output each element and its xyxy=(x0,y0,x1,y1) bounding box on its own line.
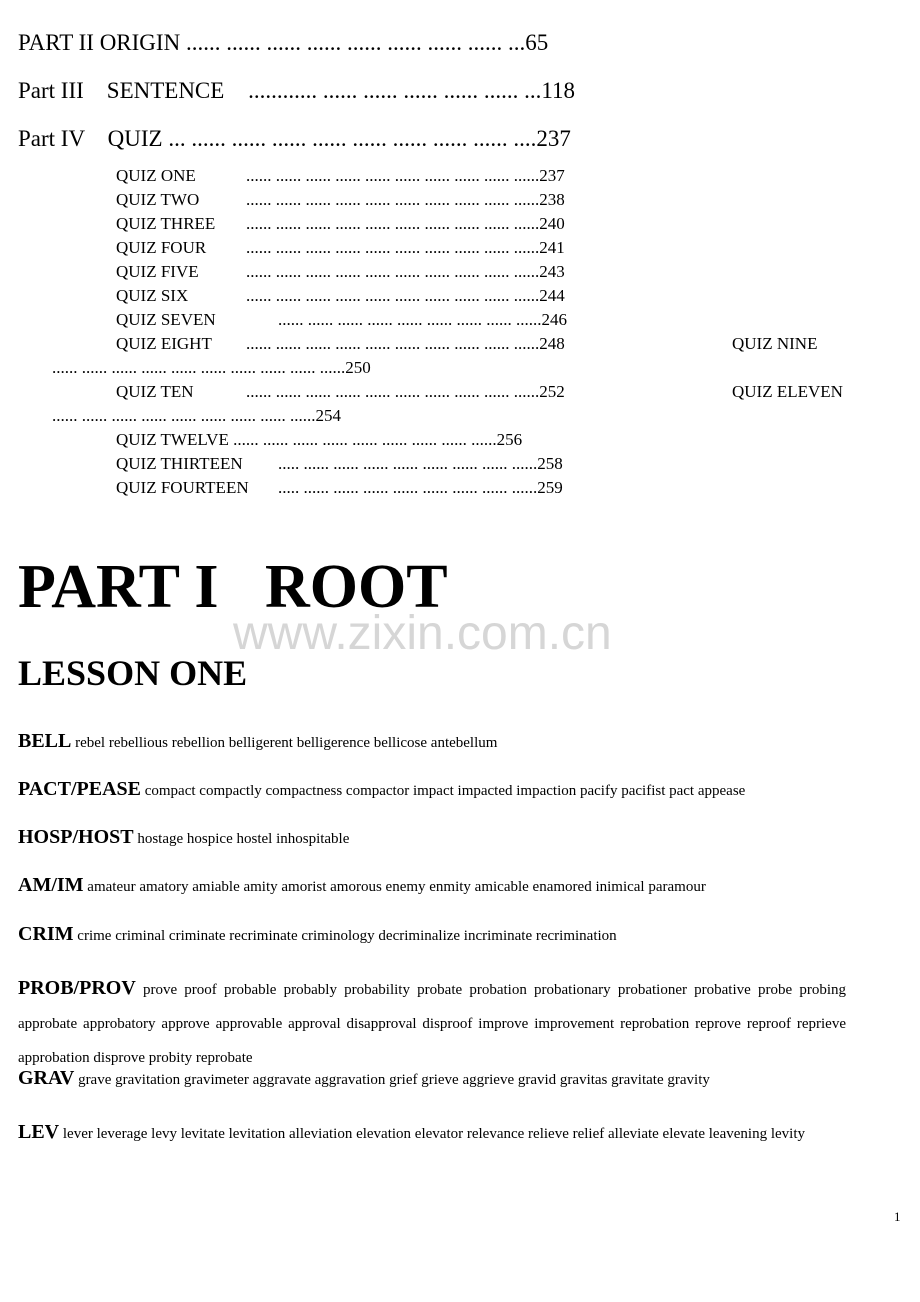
root-word: AM/IM xyxy=(18,874,84,896)
watermark: www.zixin.com.cn xyxy=(233,607,612,660)
toc-page: 250 xyxy=(345,358,371,377)
related-words: prove proof probable probably probability probate probation probationary probationer probative probe probing approbate approbatory approve approvable approval disapproval disproof improve improvement reprobation reprove reproof reprieve approbation disprove probity reprobate xyxy=(18,982,846,1066)
root-entry-bell xyxy=(18,730,846,754)
toc-page: 252 xyxy=(539,382,565,401)
root-word: HOSP/HOST xyxy=(18,826,134,848)
toc-leader: ...... ...... ...... ...... ...... ...... ...... ...... ...... ...... xyxy=(246,334,540,353)
toc-leader: ...... ...... ...... ...... ...... ...... ...... ...... ...... ...... xyxy=(246,262,540,281)
toc-page: 246 xyxy=(541,310,567,329)
root-entry-crim xyxy=(18,923,846,947)
toc-quiz-nine-leader xyxy=(52,358,371,378)
toc-leader: ..... ...... ...... ...... ...... ...... ...... ...... ...... xyxy=(278,454,538,473)
root-word: BELL xyxy=(18,730,72,752)
toc-label: QUIZ SEVEN xyxy=(116,310,216,329)
toc-leader: ...... ...... ...... ...... ...... ...... ...... ...... ...... xyxy=(233,430,497,449)
root-entry-grav xyxy=(18,1067,846,1091)
toc-leader: ...... ...... ...... ...... ...... ...... ...... ...... ...... ...... xyxy=(246,382,540,401)
toc-quiz-six xyxy=(116,286,565,306)
toc-page: 118 xyxy=(541,78,575,103)
lesson-title: LESSON ONE xyxy=(18,653,248,693)
toc-page: 258 xyxy=(537,454,563,473)
toc-quiz-thirteen xyxy=(116,454,563,474)
toc-line-part-ii xyxy=(18,30,548,56)
toc-leader: ... ...... ...... ...... ...... ...... ...... ...... ...... .... xyxy=(168,126,537,151)
related-words: hostage hospice hostel inhospitable xyxy=(137,831,350,847)
related-words: rebel rebellious rebellion belligerent belligerence bellicose antebellum xyxy=(75,735,498,751)
toc-label: QUIZ ELEVEN xyxy=(732,382,843,401)
toc-label: QUIZ FOUR xyxy=(116,238,207,257)
toc-label: QUIZ TEN xyxy=(116,382,194,401)
toc-page: 237 xyxy=(536,126,571,151)
root-entry-lev xyxy=(18,1115,846,1151)
toc-leader: ...... ...... ...... ...... ...... ...... ...... ...... ...... ...... xyxy=(246,166,540,185)
toc-line-part-iii xyxy=(18,78,575,104)
toc-quiz-ten xyxy=(116,382,565,402)
toc-page: 254 xyxy=(315,406,341,425)
toc-quiz-eight xyxy=(116,334,565,354)
root-word: GRAV xyxy=(18,1067,75,1089)
toc-quiz-twelve xyxy=(116,430,522,450)
root-word: CRIM xyxy=(18,923,74,945)
toc-page: 65 xyxy=(525,30,549,55)
related-words: amateur amatory amiable amity amorist amorous enemy enmity amicable enamored inimical paramour xyxy=(87,879,706,895)
toc-page: 238 xyxy=(539,190,565,209)
toc-label: QUIZ TWO xyxy=(116,190,200,209)
toc-quiz-three xyxy=(116,214,565,234)
toc-page: 237 xyxy=(539,166,565,185)
related-words: crime criminal criminate recriminate criminology decriminalize incriminate recrimination xyxy=(77,928,617,944)
toc-label: QUIZ FOURTEEN xyxy=(116,478,249,497)
root-entry-prob xyxy=(18,971,846,1075)
toc-quiz-nine-label xyxy=(732,334,817,354)
toc-quiz-seven xyxy=(116,310,567,330)
toc-quiz-fourteen xyxy=(116,478,563,498)
toc-page: 240 xyxy=(539,214,565,233)
toc-quiz-five xyxy=(116,262,565,282)
toc-label: QUIZ THREE xyxy=(116,214,216,233)
related-words: compact compactly compactness compactor impact impacted impaction pacify pacifist pact appease xyxy=(144,783,746,799)
toc-label: Part III SENTENCE xyxy=(18,78,225,103)
toc-label: QUIZ TWELVE xyxy=(116,430,229,449)
root-word: PROB/PROV xyxy=(18,977,136,999)
toc-page: 244 xyxy=(539,286,565,305)
related-words: grave gravitation gravimeter aggravate aggravation grief grieve aggrieve gravid gravitas gravitate gravity xyxy=(78,1072,710,1088)
toc-page: 243 xyxy=(539,262,565,281)
toc-label: QUIZ EIGHT xyxy=(116,334,212,353)
root-entry-hosp xyxy=(18,826,846,850)
toc-leader: ...... ...... ...... ...... ...... ...... ...... ...... ...... ...... xyxy=(246,286,540,305)
toc-quiz-four xyxy=(116,238,565,258)
toc-label: QUIZ THIRTEEN xyxy=(116,454,243,473)
toc-leader: ...... ...... ...... ...... ...... ...... ...... ...... ...... ...... xyxy=(246,190,540,209)
root-word: LEV xyxy=(18,1121,60,1143)
toc-quiz-two xyxy=(116,190,565,210)
toc-leader: ...... ...... ...... ...... ...... ...... ...... ...... ...... xyxy=(278,310,542,329)
page-number: 1 xyxy=(894,1209,901,1224)
part-title: PART I ROOT xyxy=(18,553,448,621)
toc-label: QUIZ ONE xyxy=(116,166,196,185)
root-entry-pact xyxy=(18,778,846,802)
toc-label: PART II ORIGIN xyxy=(18,30,181,55)
toc-leader: ...... ...... ...... ...... ...... ...... ...... ...... ...... ...... xyxy=(246,238,540,257)
toc-leader: ...... ...... ...... ...... ...... ...... ...... ...... ...... xyxy=(52,406,316,425)
toc-page: 241 xyxy=(539,238,565,257)
toc-label: QUIZ FIVE xyxy=(116,262,199,281)
toc-label: QUIZ NINE xyxy=(732,334,818,353)
toc-label: Part IV QUIZ xyxy=(18,126,163,151)
toc-label: QUIZ SIX xyxy=(116,286,189,305)
toc-page: 256 xyxy=(496,430,523,449)
toc-leader: ...... ...... ...... ...... ...... ...... ...... ...... ...... ...... xyxy=(246,214,540,233)
toc-leader: ...... ...... ...... ...... ...... ...... ...... ...... ...... ...... xyxy=(52,358,346,377)
root-word: PACT/PEASE xyxy=(18,778,141,800)
toc-leader: ............ ...... ...... ...... ...... ...... ... xyxy=(248,78,542,103)
toc-page: 259 xyxy=(537,478,563,497)
toc-line-part-iv xyxy=(18,126,571,152)
toc-leader: ...... ...... ...... ...... ...... ...... ...... ...... ... xyxy=(185,30,526,55)
related-words: lever leverage levy levitate levitation alleviation elevation elevator relevance relieve relief alleviate elevate leavening levity xyxy=(62,1126,805,1142)
toc-page: 248 xyxy=(539,334,565,353)
toc-leader: ..... ...... ...... ...... ...... ...... ...... ...... ...... xyxy=(278,478,538,497)
root-entry-am xyxy=(18,874,846,898)
toc-quiz-one xyxy=(116,166,565,186)
toc-quiz-eleven-leader xyxy=(52,406,341,426)
toc-quiz-eleven-label xyxy=(732,382,843,402)
